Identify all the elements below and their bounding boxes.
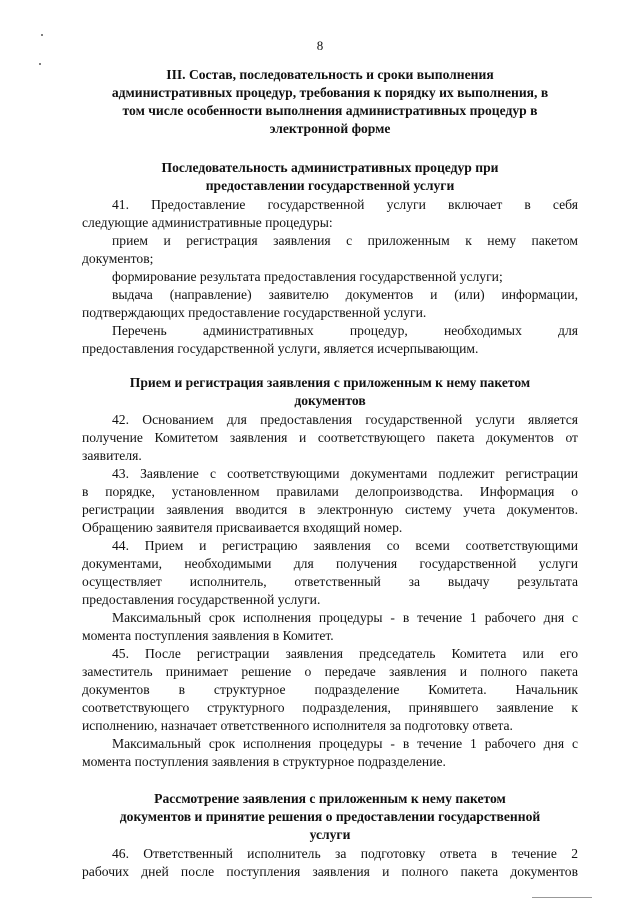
paragraph-line: осуществляет исполнитель, ответственный за выдачу результата xyxy=(82,574,578,589)
paragraph-line: предоставления государственной услуги, является исчерпывающим. xyxy=(82,341,479,356)
paragraph-line: заместитель принимает решение о передаче заявления и полного пакета xyxy=(82,664,578,679)
paragraph-line: 45. После регистрации заявления председатель Комитета или его xyxy=(112,646,578,661)
paragraph-46 xyxy=(82,845,578,881)
scan-artifact-dot xyxy=(41,34,43,36)
paragraph-line: заявителя. xyxy=(82,448,142,463)
paragraph-41 xyxy=(82,196,578,232)
paragraph-list-item xyxy=(82,232,578,268)
section-heading-line: административных процедур, требования к порядку их выполнения, в xyxy=(111,85,549,100)
paragraph-line: момента поступления заявления в Комитет. xyxy=(82,628,334,643)
section-heading xyxy=(82,66,578,138)
paragraph-line: Максимальный срок исполнения процедуры - в течение 1 рабочего дня с xyxy=(112,610,578,625)
paragraph-line: Обращению заявителя присваивается входящий номер. xyxy=(82,520,403,535)
paragraph-line: исполнению, назначает ответственного исполнителя за подготовку ответа. xyxy=(82,718,513,733)
paragraph-line: подтверждающих предоставление государственной услуги. xyxy=(82,305,427,320)
paragraph-line: 46. Ответственный исполнитель за подготовку ответа в течение 2 xyxy=(112,846,578,861)
paragraph-44 xyxy=(82,537,578,609)
paragraph-line: документов в структурное подразделение Комитета. Начальник xyxy=(82,682,578,697)
paragraph-43 xyxy=(82,465,578,537)
paragraph-line: соответствующего структурного подразделения, принявшего заявление к xyxy=(82,700,578,715)
paragraph-line: документов; xyxy=(82,251,154,266)
paragraph-list-item xyxy=(82,286,578,322)
subsection-heading-reception-registration xyxy=(82,374,578,410)
section-heading-line: III. Состав, последовательность и сроки выполнения xyxy=(166,67,494,82)
paragraph-line: 44. Прием и регистрацию заявления со всеми соответствующими xyxy=(112,538,578,553)
scan-artifact-line xyxy=(532,897,592,898)
scan-artifact-dot xyxy=(39,63,41,65)
subsection-heading-line: документов xyxy=(294,393,366,408)
paragraph-line: 43. Заявление с соответствующими документами подлежит регистрации xyxy=(112,466,578,481)
subsection-heading-line: документов и принятие решения о предоставлении государственной xyxy=(119,809,541,824)
paragraph-line: формирование результата предоставления государственной услуги; xyxy=(112,269,503,284)
document-body xyxy=(82,66,578,881)
paragraph-max-term-2 xyxy=(82,735,578,771)
paragraph-line: следующие административные процедуры: xyxy=(82,215,333,230)
paragraph-line: регистрации заявления вводится в электронную систему учета документов. xyxy=(82,502,578,517)
paragraph-max-term-1 xyxy=(82,609,578,645)
subsection-heading-line: Рассмотрение заявления с приложенным к нему пакетом xyxy=(154,791,506,806)
paragraph-line: Перечень административных процедур, необходимых для xyxy=(112,323,578,338)
section-heading-line: том числе особенности выполнения административных процедур в xyxy=(122,103,538,118)
paragraph-line: прием и регистрация заявления с приложенным к нему пакетом xyxy=(112,233,578,248)
paragraph-42 xyxy=(82,411,578,465)
section-heading-line: электронной форме xyxy=(269,121,391,136)
subsection-heading-line: Прием и регистрация заявления с приложенным к нему пакетом xyxy=(129,375,531,390)
subsection-heading-procedures-sequence xyxy=(82,159,578,195)
paragraph-list-item xyxy=(82,268,578,286)
paragraph-line: получение Комитетом заявления и соответствующего пакета документов от xyxy=(82,430,578,445)
paragraph-line: Максимальный срок исполнения процедуры - в течение 1 рабочего дня с xyxy=(112,736,578,751)
paragraph-line: документами, необходимыми для получения государственной услуги xyxy=(82,556,578,571)
page-number: 8 xyxy=(316,38,324,53)
paragraph-line: рабочих дней после поступления заявления и полного пакета документов xyxy=(82,864,578,879)
paragraph-line: 42. Основанием для предоставления государственной услуги является xyxy=(112,412,578,427)
paragraph-exhaustive-list xyxy=(82,322,578,358)
paragraph-45 xyxy=(82,645,578,735)
subsection-heading-line: услуги xyxy=(309,827,351,842)
paragraph-line: предоставления государственной услуги. xyxy=(82,592,321,607)
subsection-heading-review-decision xyxy=(82,790,578,844)
subsection-heading-line: Последовательность административных процедур при xyxy=(161,160,499,175)
paragraph-line: 41. Предоставление государственной услуги включает в себя xyxy=(112,197,578,212)
subsection-heading-line: предоставлении государственной услуги xyxy=(205,178,455,193)
paragraph-line: в порядке, установленном правилами делопроизводства. Информация о xyxy=(82,484,578,499)
paragraph-line: момента поступления заявления в структурное подразделение. xyxy=(82,754,446,769)
paragraph-line: выдача (направление) заявителю документов и (или) информации, xyxy=(112,287,578,302)
